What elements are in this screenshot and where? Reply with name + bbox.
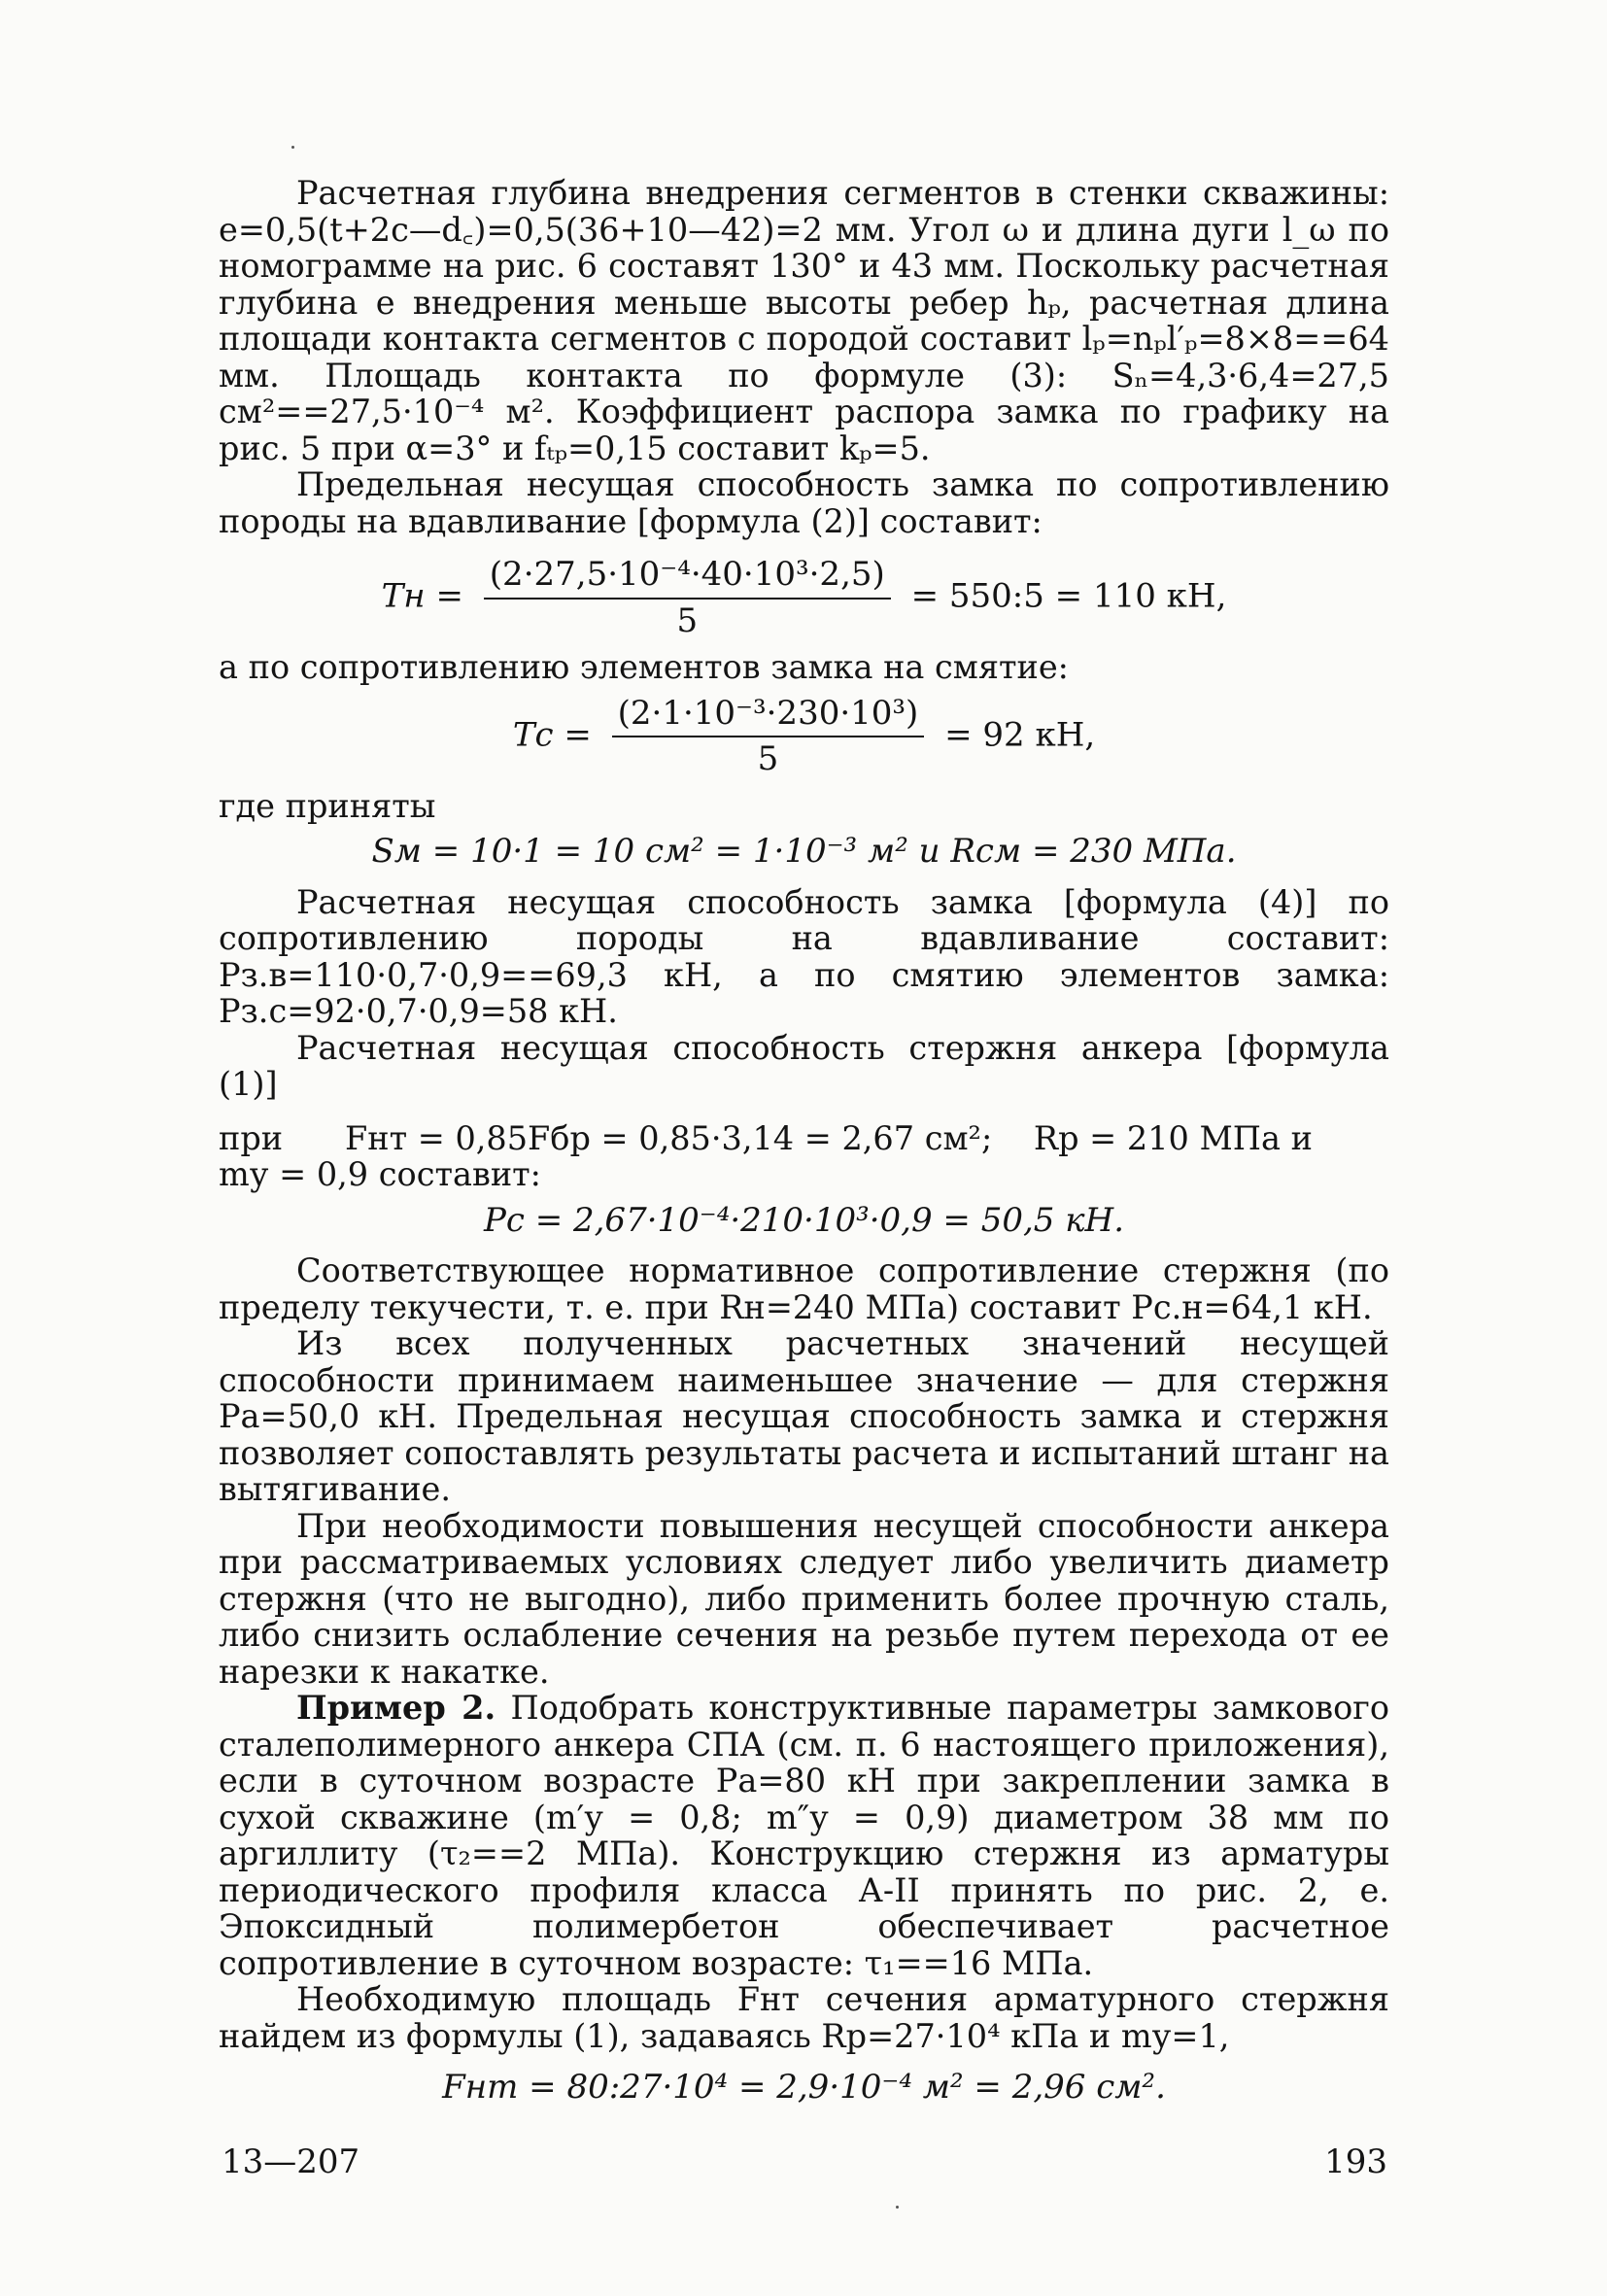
formula-tn-fraction [484,557,891,639]
formula-tc-denominator: 5 [757,739,779,778]
paragraph-normative-resistance: Соответствующее нормативное сопротивление стержня (по пределу текучести, т. е. при Rн=240 МПа) составит Pс.н=64,1 кН. [219,1251,1389,1326]
formula-tn-rhs: = 550:5 = 110 кН, [910,576,1227,616]
formula-pc: Pс = 2,67·10⁻⁴·210·10³·0,9 = 50,5 кН. [483,1200,1125,1240]
paragraph-calculation-depth: Расчетная глубина внедрения сегментов в стенки скважины: e=0,5(t+2c—d꜀)=0,5(36+10—42)=2 мм. Угол ω и длина дуги l_ω по номограмме на рис. 6 составят 130° и 43 мм. Поскольку расчетная глубина e внедрения меньше высоты ребер hₚ, расчетная длина площади контакта сегментов с породой составит lₚ=nₚl′ₚ=8×8==64 мм. Площадь контакта по формуле (3): Sₙ=4,3·6,4=27,5 см²==27,5·10⁻⁴ м². Коэффициент распора замка по графику на рис. 5 при α=3° и fₜₚ=0,15 составит kₚ=5. [219,174,1389,467]
example-2-heading: Пример 2. [296,1689,496,1727]
paragraph-my-condition: mу = 0,9 составит: [219,1155,541,1193]
formula-fnt: Fнт = 80:27·10⁴ = 2,9·10⁻⁴ м² = 2,96 см². [442,2068,1166,2107]
paragraph-where: где приняты [219,786,436,825]
formula-tn-numerator: (2·27,5·10⁻⁴·40·10³·2,5) [484,557,891,600]
paragraph-example-2 [219,1690,1389,1981]
formula-tn-denominator: 5 [676,600,699,640]
paragraph-increase-capacity: При необходимости повышения несущей способности анкера при рассматриваемых условиях следует либо увеличить диаметр стержня (что не выгодно), либо применить более прочную сталь, либо снизить ослабление сечения на резьбе путем перехода от ее нарезки к накатке. [219,1506,1389,1691]
paragraph-required-area: Необходимую площадь Fнт сечения арматурного стержня найдем из формулы (1), задаваясь Rр=27·10⁴ кПа и mу=1, [219,1980,1389,2055]
print-speck [291,146,294,149]
formula-tc-fraction [612,693,925,778]
formula-tc-lhs: Tс = [512,715,592,754]
example-2-text: Подобрать конструктивные параметры замкового сталеполимерного анкера СПА (см. п. 6 настоящего приложения), если в суточном возрасте Pа=80 кН при закреплении замка в сухой скважине (m′у = 0,8; m″у = 0,9) диаметром 38 мм по аргиллиту (τ₂==2 МПа). Конструкцию стержня из арматуры периодического профиля класса А-II принять по рис. 2, е. Эпоксидный полимербетон обеспечивает расчетное сопротивление в суточном возрасте: τ₁==16 МПа. [219,1689,1389,1982]
signature-code: 13—207 [222,2142,360,2181]
paragraph-design-capacity-rod: Расчетная несущая способность стержня анкера [формула (1)] [219,1028,1389,1103]
paragraph-crushing: а по сопротивлению элементов замка на смятие: [219,648,1069,686]
paragraph-ultimate-capacity: Предельная несущая способность замка по сопротивлению породы на вдавливание [формула (2)] составит: [219,465,1389,540]
page-text [219,175,1389,2116]
paragraph-fnt-condition: при Fнт = 0,85Fбр = 0,85·3,14 = 2,67 см²; Rр = 210 МПа и [219,1118,1313,1157]
formula-tn [219,557,1389,639]
formula-tc [219,693,1389,778]
print-speck [896,2206,899,2209]
formula-tc-numerator: (2·1·10⁻³·230·10³) [612,696,925,738]
page-number: 193 [1324,2142,1387,2181]
paragraph-smallest-value: Из всех полученных расчетных значений несущей способности принимаем наименьшее значение — для стержня Pа=50,0 кН. Предельная несущая способность замка и стержня позволяет сопоставлять результаты расчета и испытаний штанг на вытягивание. [219,1324,1389,1508]
paragraph-design-capacity-lock: Расчетная несущая способность замка [формула (4)] по сопротивлению породы на вдавливание составит: Pз.в=110·0,7·0,9==69,3 кН, а по смятию элементов замка: Pз.с=92·0,7·0,9=58 кН. [219,882,1389,1030]
formula-tn-lhs: Tн = [381,576,463,616]
formula-sm: Sм = 10·1 = 10 см² = 1·10⁻³ м² и Rсм = 230 МПа. [371,832,1237,871]
formula-tc-rhs: = 92 кН, [944,715,1096,754]
